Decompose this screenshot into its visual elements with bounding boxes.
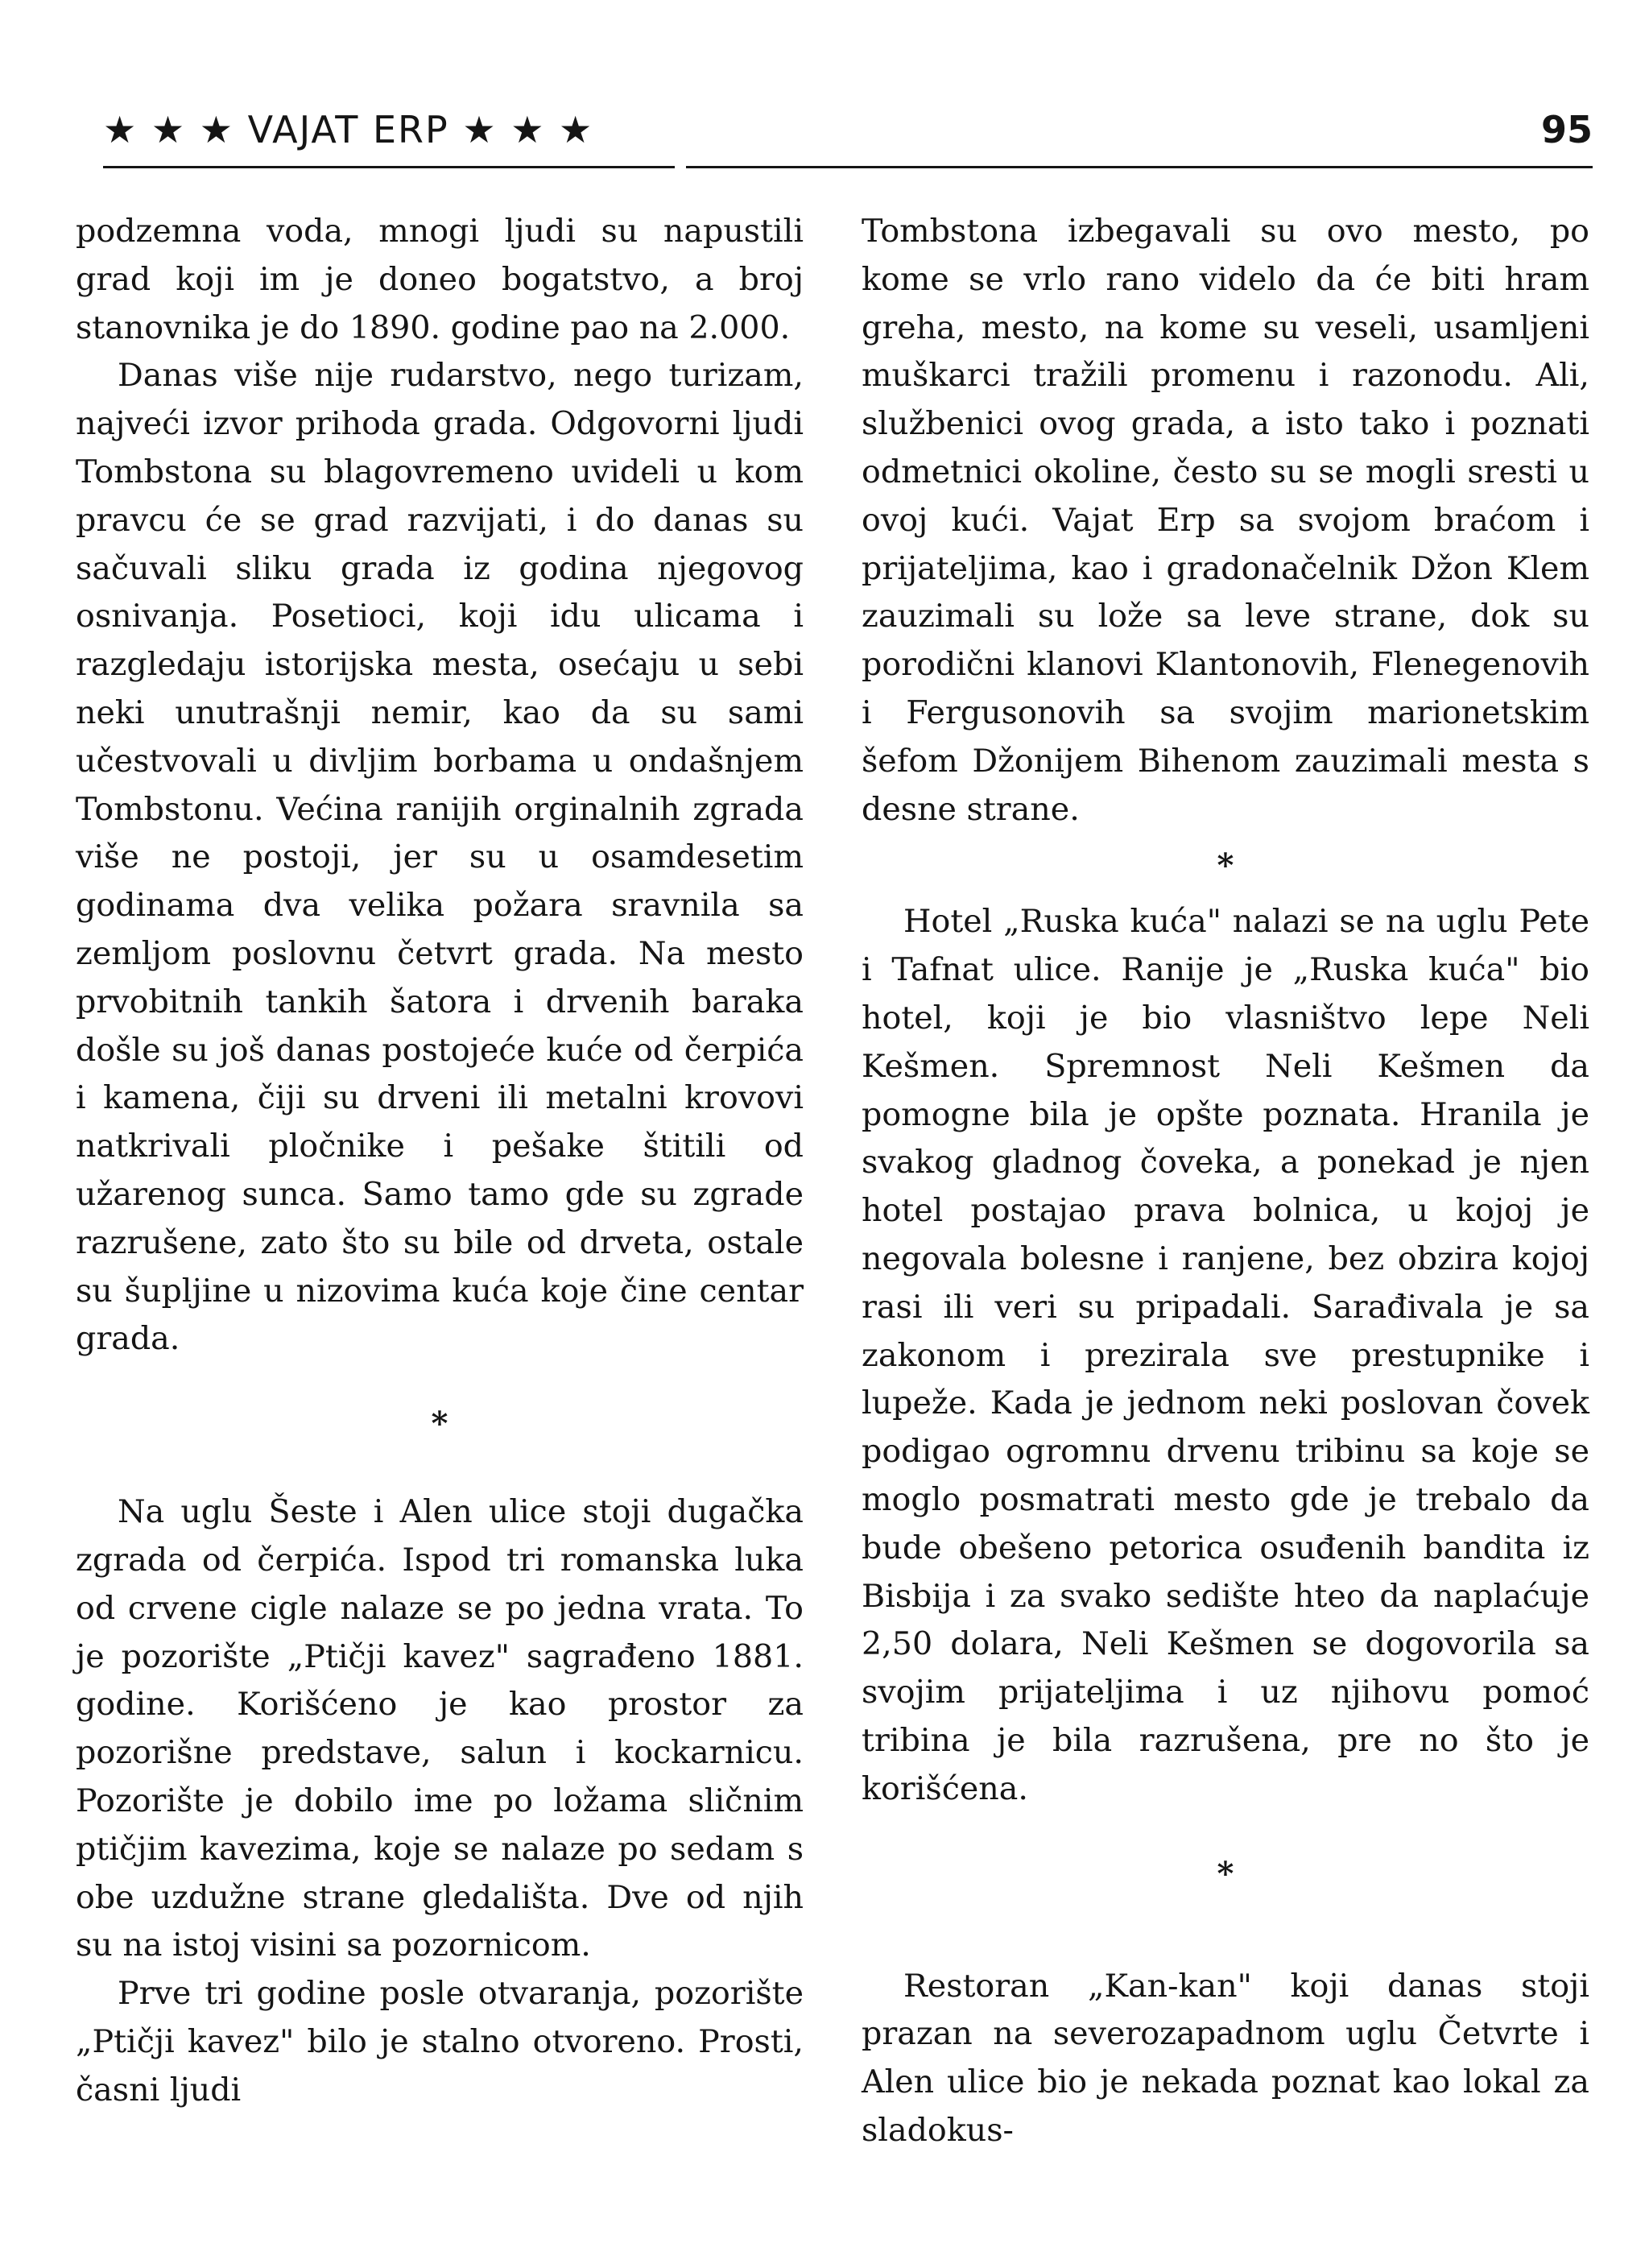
right-column [862,208,1589,2155]
page-header [103,101,1593,174]
header-rule-left [103,166,675,168]
paragraph: Na uglu Šeste i Alen ulice stoji dugačka zgrada od čerpića. Ispod tri romanska luka od crvene cigle nalaze se po jedna vrata. To je pozorište „Ptičji kavez" sagrađeno 1881. godine. Korišćeno je kao prostor za pozorišne predstave, salun i kockarnicu. Pozorište je dobilo ime po ložama sličnim ptičjim kavezima, koje se nalaze po sedam s obe uzdužne strane gledališta. Dve od njih su na istoj visini sa pozornicom. [76,1493,804,1964]
page-number: 95 [1540,108,1593,151]
header-rule-right [686,166,1593,168]
section-separator: * [1217,1854,1234,1893]
paragraph: podzemna voda, mnogi ljudi su napustili grad koji im je doneo bogatstvo, a broj stanovnika je do 1890. godine pao na 2.000. [76,213,804,346]
paragraph: Danas više nije rudarstvo, nego turizam, najveći izvor prihoda grada. Odgovorni ljudi Tombstona su blagovremeno uvideli u kom pravcu će se grad razvijati, i do danas su sačuvali sliku grada iz godina njegovog osnivanja. Posetioci, koji idu ulicama i razgledaju istorijska mesta, osećaju u sebi neki unutrašnji nemir, kao da su sami učestvovali u divljim borbama u ondašnjem Tombstonu. Većina ranijih orginalnih zgrada više ne postoji, jer su u osamdesetim godinama dva velika požara sravnila sa zemljom poslovnu četvrt grada. Na mesto prvobitnih tankih šatora i drvenih baraka došle su još danas postojeće kuće od čerpića i kamena, čiji su drveni ili metalni krovovi natkrivali pločnike i pešake štitili od užarenog sunca. Samo tamo gde su zgrade razrušene, zato što su bile od drveta, ostale su šupljine u nizovima kuća koje čine centar grada. [76,357,804,1358]
paragraph: Prve tri godine posle otvaranja, pozorište „Ptičji kavez" bilo je stalno otvoreno. Prosti, časni ljudi [76,1975,804,2109]
running-title: ★ ★ ★ VAJAT ERP ★ ★ ★ [103,108,594,151]
section-separator: * [431,1405,448,1443]
paragraph: Tombstona izbegavali su ovo mesto, po kome se vrlo rano videlo da će biti hram greha, mesto, na kome su veseli, usamljeni muškarci tražili promenu i razonodu. Ali, službenici ovog grada, a isto tako i poznati odmetnici okoline, često su se mogli sresti u ovoj kući. Vajat Erp sa svojom braćom i prijateljima, kao i gradonačelnik Džon Klem zauzimali su lože sa leve strane, dok su porodični klanovi Klantonovih, Flenegenovih i Fergusonovih sa svojim marionetskim šefom Džonijem Bihenom zauzimali mesta s desne strane. [862,213,1589,828]
section-separator: * [1217,846,1234,885]
paragraph: Hotel „Ruska kuća" nalazi se na uglu Pete i Tafnat ulice. Ranije je „Ruska kuća" bio hotel, koji je bio vlasništvo lepe Neli Kešmen. Spremnost Neli Kešmen da pomogne bila je opšte poznata. Hranila je svakog gladnog čoveka, a ponekad je njen hotel postajao prava bolnica, u kojoj je negovala bolesne i ranjene, bez obzira kojoj rasi ili veri su pripadali. Sarađivala je sa zakonom i prezirala sve prestupnike i lupeže. Kada je jednom neki poslovan čovek podigao ogromnu drvenu tribinu sa koje se moglo posmatrati mesto gde je trebalo da bude obešeno petorica osuđenih bandita iz Bisbija i za svako sedište hteo da naplaćuje 2,50 dolara, Neli Kešmen se dogovorila sa svojim prijateljima i uz njihovu pomoć tribina je bila razrušena, pre no što je korišćena. [862,903,1589,1807]
left-column [76,208,804,2114]
paragraph: Restoran „Kan-kan" koji danas stoji prazan na severozapadnom uglu Četvrte i Alen ulice bio je nekada poznat kao lokal za sladokus- [862,1967,1589,2149]
